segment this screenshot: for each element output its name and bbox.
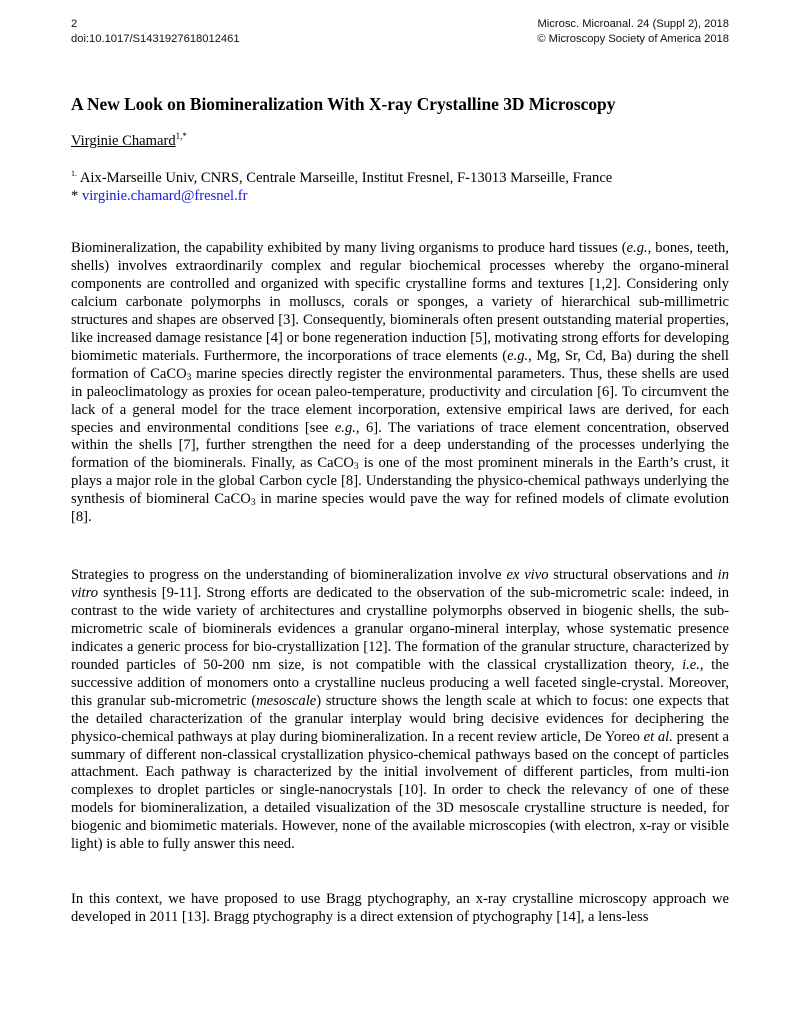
journal-citation: Microsc. Microanal. 24 (Suppl 2), 2018 bbox=[537, 18, 729, 30]
text-run: Strategies to progress on the understanding of biomineralization involve bbox=[71, 567, 507, 583]
contact-line bbox=[71, 187, 612, 205]
paragraph-2 bbox=[71, 567, 729, 854]
page-number: 2 bbox=[71, 18, 78, 30]
text-run: structural observations and bbox=[548, 567, 718, 583]
italic-run: e.g. bbox=[334, 419, 356, 436]
italic-run: ex vivo bbox=[506, 567, 549, 583]
author-name: Virginie Chamard bbox=[71, 133, 176, 149]
text-run: , bones, teeth, shells) involves extraordinarily complex and regular biochemical processes whereby the organo-mineral components are controlled and organized with specific crystalline forms and textures [1,2]. Considering only calcium carbonate polymorphs in molluscs, corals or sponges, a variety of hierarchical sub-millimetric structures and shapes are observed [3]. Consequently, biominerals often present outstanding material properties, like increased damage resistance [4] or bone regeneration induction [5], motivating strong efforts for developing biomimetic materials. Furthermore, the incorporations of trace elements ( bbox=[71, 240, 729, 364]
affiliation bbox=[71, 169, 612, 187]
subscript: 3 bbox=[186, 372, 192, 383]
text-run: ) structure shows the length scale at which to focus: one expects that the detailed characterization of the granular interplay would bring decisive evidences for deciphering the physico-chemical pathways at play during biomineralization. In a recent review article, De Yoreo bbox=[71, 692, 729, 745]
text-run: Biomineralization, the capability exhibited by many living organisms to produce hard tissues ( bbox=[71, 240, 627, 256]
italic-run: mesoscale bbox=[256, 692, 317, 709]
text-run: in marine species would pave the way for refined models of climate evolution [8]. bbox=[71, 491, 729, 526]
text-run: , Mg, Sr, Cd, Ba) during the shell formation of CaCO bbox=[71, 347, 729, 382]
paragraph-3 bbox=[71, 891, 729, 927]
affiliation-text: Aix-Marseille Univ, CNRS, Centrale Marseille, Institut Fresnel, F-13013 Marseille, France bbox=[77, 170, 613, 186]
copyright-notice: © Microscopy Society of America 2018 bbox=[537, 33, 729, 45]
running-header-right bbox=[537, 17, 729, 47]
email-link[interactable]: virginie.chamard@fresnel.fr bbox=[81, 188, 248, 204]
text-run: , 6]. The variations of trace element concentration, observed within the shells [7], further strengthen the need for a deep understanding of the processes underlying the formation of the biominerals. Finally, as CaCO bbox=[71, 419, 729, 472]
author-line bbox=[71, 133, 187, 150]
italic-run: e.g. bbox=[626, 240, 648, 256]
affiliation-block bbox=[71, 169, 612, 205]
italic-run: et al. bbox=[643, 728, 673, 745]
italic-run: in vitro bbox=[71, 567, 729, 601]
paragraph-1 bbox=[71, 240, 729, 527]
italic-run: i.e. bbox=[682, 656, 700, 673]
italic-run: e.g. bbox=[507, 347, 529, 364]
subscript: 3 bbox=[353, 462, 359, 473]
text-run: , the successive addition of monomers onto a crystalline nucleus producing a well faceted single-crystal. Moreover, this granular sub-micrometric ( bbox=[71, 656, 729, 709]
affiliation-marker: 1. bbox=[71, 169, 77, 178]
text-run: is one of the most prominent minerals in the Earth’s crust, it plays a major role in the global Carbon cycle [8]. Understanding the physico-chemical pathways underlying the synthesis of biomineral CaCO bbox=[71, 455, 729, 508]
contact-marker: * bbox=[71, 188, 82, 204]
doi: doi:10.1017/S1431927618012461 bbox=[71, 33, 240, 45]
text-run: marine species directly register the environmental parameters. Thus, these shells are used in paleoclimatology as proxies for ocean paleo-temperature, productivity and circulation [6]. To circumvent the lack of a general model for the trace element incorporation, extensive empirical laws are derived, for each species and environmental conditions [see bbox=[71, 365, 729, 436]
text-run: In this context, we have proposed to use Bragg ptychography, an x-ray crystalline microscopy approach we developed in 2011 [13]. Bragg ptychography is a direct extension of ptychography [14], a lens-less bbox=[71, 891, 729, 925]
text-run: present a summary of different non-classical crystallization physico-chemical pathways based on the concept of particles attachment. Each pathway is characterized by the initial involvement of different particles, from multi-ion complexes to droplet particles or single-nanocrystals [10]. In order to check the relevancy of one of these models for biomineralization, a detailed visualization of the 3D mesoscale crystalline structure is needed, for biogenic and biomimetic materials. However, none of the available microscopies (with electron, x-ray or visible light) is able to fully answer this need. bbox=[71, 728, 729, 853]
author-superscript: 1,* bbox=[175, 131, 187, 141]
article-title: A New Look on Biomineralization With X-ray Crystalline 3D Microscopy bbox=[71, 94, 616, 114]
running-header-left bbox=[71, 17, 240, 47]
subscript: 3 bbox=[250, 498, 256, 509]
text-run: synthesis [9-11]. Strong efforts are dedicated to the observation of the sub-micrometric scale: indeed, in contrast to the wide variety of architectures and crystalline polymorphs observed in biogenic shells, the sub-micrometric scale of biominerals evidences a granular organo-mineral interplay, whose systematic presence indicates a generic process for bio-crystallization [12]. The formation of the granular structure, characterized by rounded particles of 50-200 nm size, is not compatible with the classical crystallization theory, bbox=[71, 584, 729, 673]
